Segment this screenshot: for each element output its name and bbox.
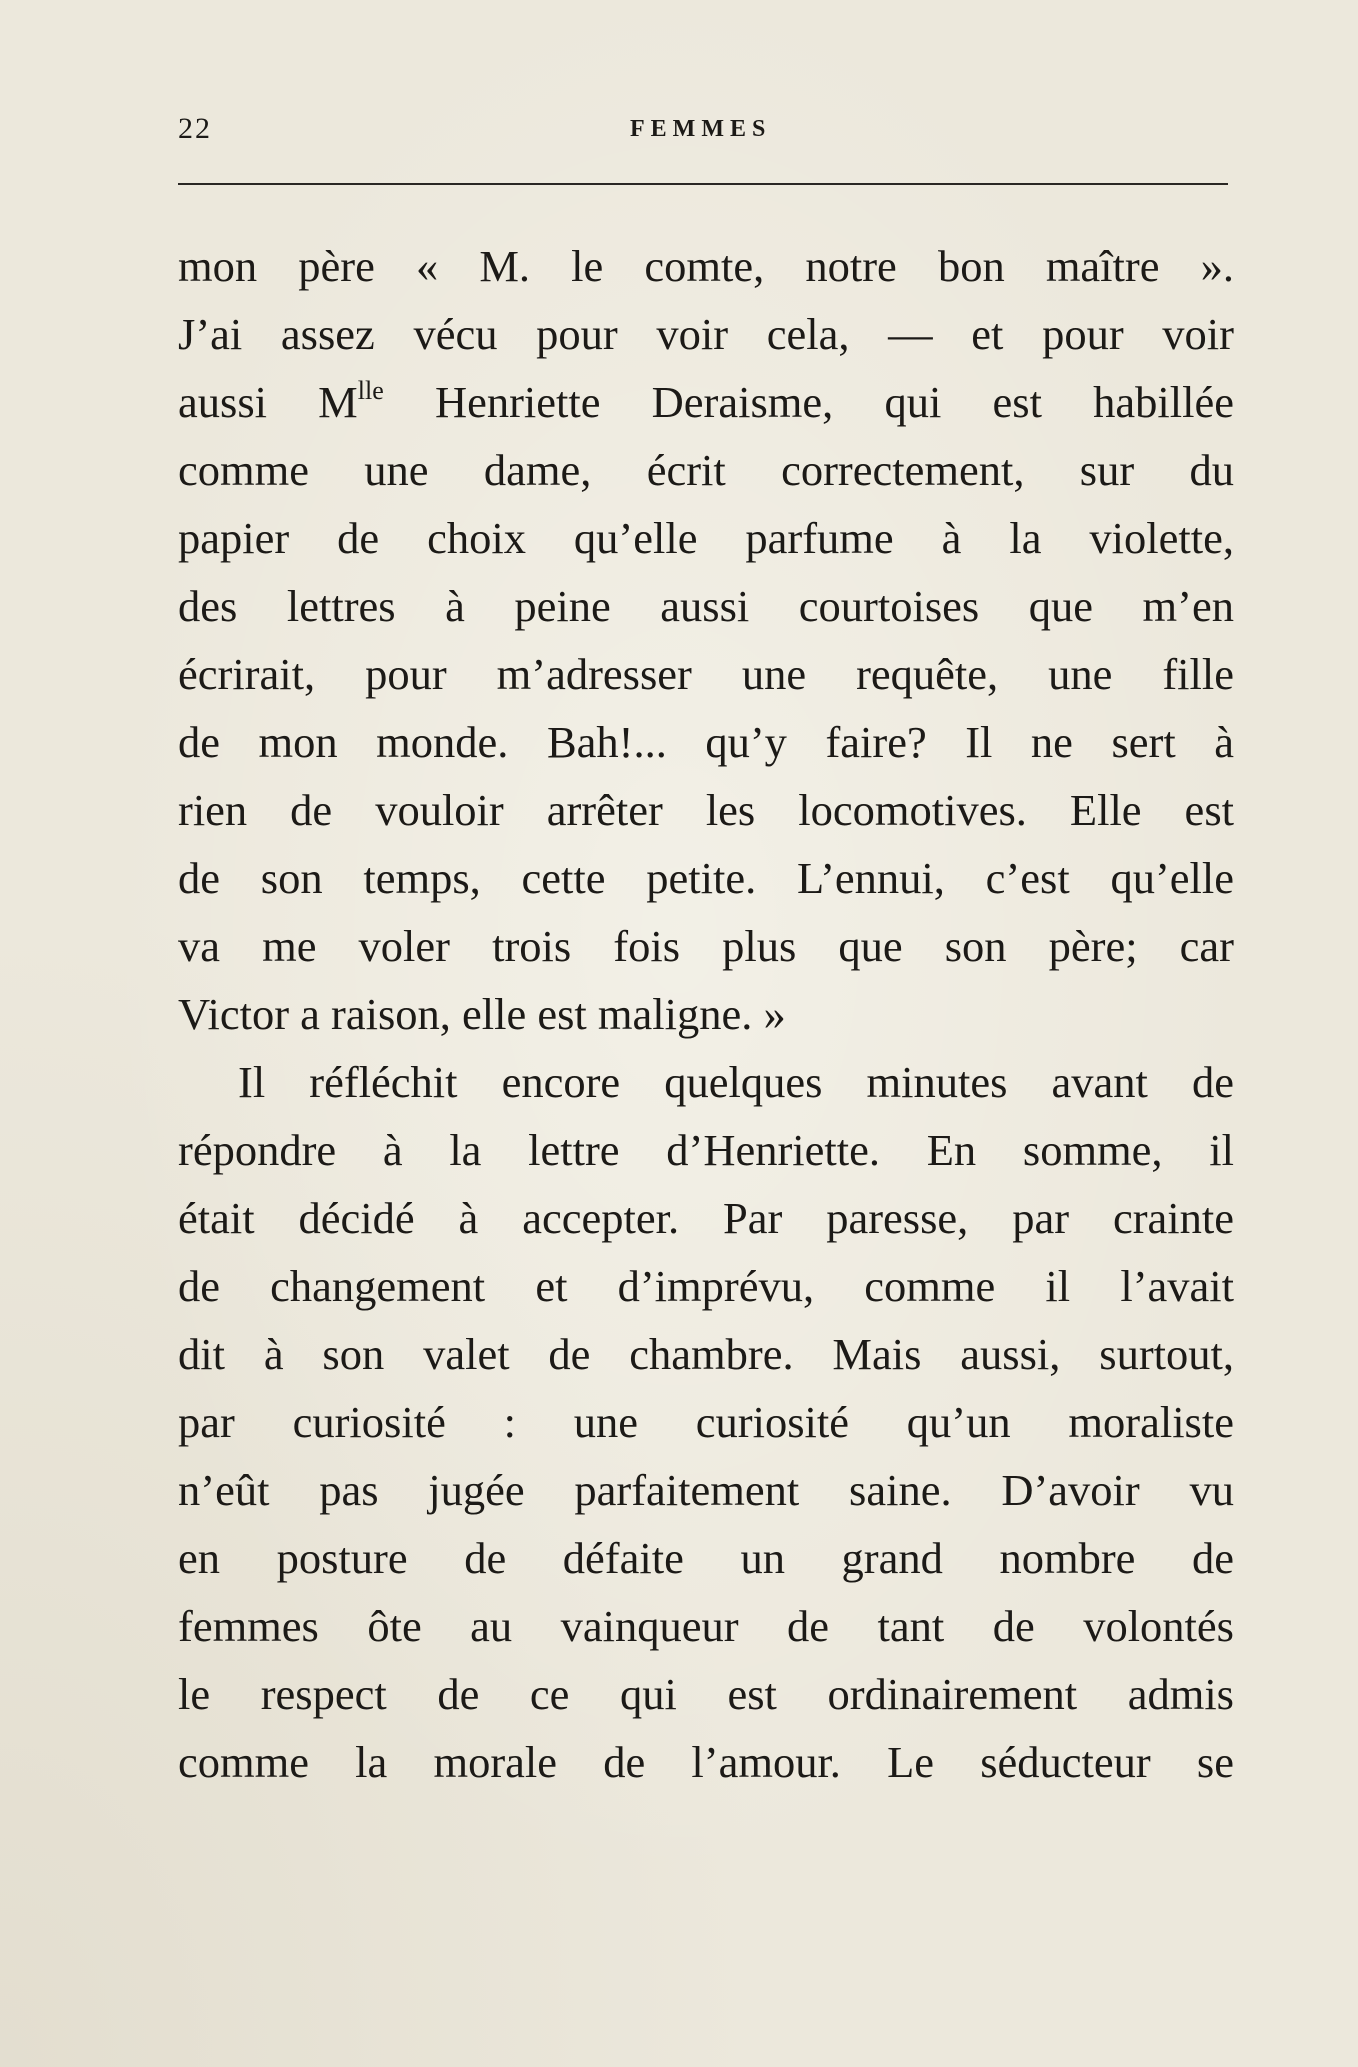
text-line-19: n’eût pas jugée parfaitement saine. D’avoir vu [178, 1465, 1234, 1515]
text-line-15: était décidé à accepter. Par paresse, par crainte [178, 1193, 1234, 1243]
running-title: FEMMES [630, 116, 772, 142]
text-line-2: J’ai assez vécu pour voir cela, — et pour voir [178, 309, 1234, 359]
text-line-3-prefix: aussi M [178, 377, 358, 427]
text-line-14: répondre à la lettre d’Henriette. En somme, il [178, 1125, 1234, 1175]
text-line-8: de mon monde. Bah!... qu’y faire? Il ne sert à [178, 717, 1234, 767]
text-line-20: en posture de défaite un grand nombre de [178, 1533, 1234, 1583]
page-number: 22 [178, 112, 212, 145]
text-line-4: comme une dame, écrit correctement, sur du [178, 445, 1234, 495]
text-line-5: papier de choix qu’elle parfume à la violette, [178, 513, 1234, 563]
text-line-10: de son temps, cette petite. L’ennui, c’est qu’elle [178, 853, 1234, 903]
text-line-21: femmes ôte au vainqueur de tant de volontés [178, 1601, 1234, 1651]
running-head [178, 112, 1228, 152]
text-line-18: par curiosité : une curiosité qu’un moraliste [178, 1397, 1234, 1447]
text-line-3-rest: Henriette Deraisme, qui est habillée [434, 377, 1234, 427]
text-line-16: de changement et d’imprévu, comme il l’avait [178, 1261, 1234, 1311]
text-line-6: des lettres à peine aussi courtoises que m’en [178, 581, 1234, 631]
text-line-7: écrirait, pour m’adresser une requête, une fille [178, 649, 1234, 699]
text-line-17: dit à son valet de chambre. Mais aussi, surtout, [178, 1329, 1234, 1379]
text-line-23: comme la morale de l’amour. Le séducteur se [178, 1737, 1234, 1787]
text-line-12: Victor a raison, elle est maligne. » [178, 989, 786, 1039]
text-line-11: va me voler trois fois plus que son père; car [178, 921, 1234, 971]
header-rule [178, 183, 1228, 185]
text-line-22: le respect de ce qui est ordinairement admis [178, 1669, 1234, 1719]
text-line-3-superscript: lle [357, 376, 384, 405]
text-line-1: mon père « M. le comte, notre bon maître ». [178, 241, 1234, 291]
text-line-9: rien de vouloir arrêter les locomotives. Elle est [178, 785, 1234, 835]
text-line-3 [178, 372, 1234, 432]
text-line-13: Il réfléchit encore quelques minutes avant de [238, 1057, 1234, 1107]
